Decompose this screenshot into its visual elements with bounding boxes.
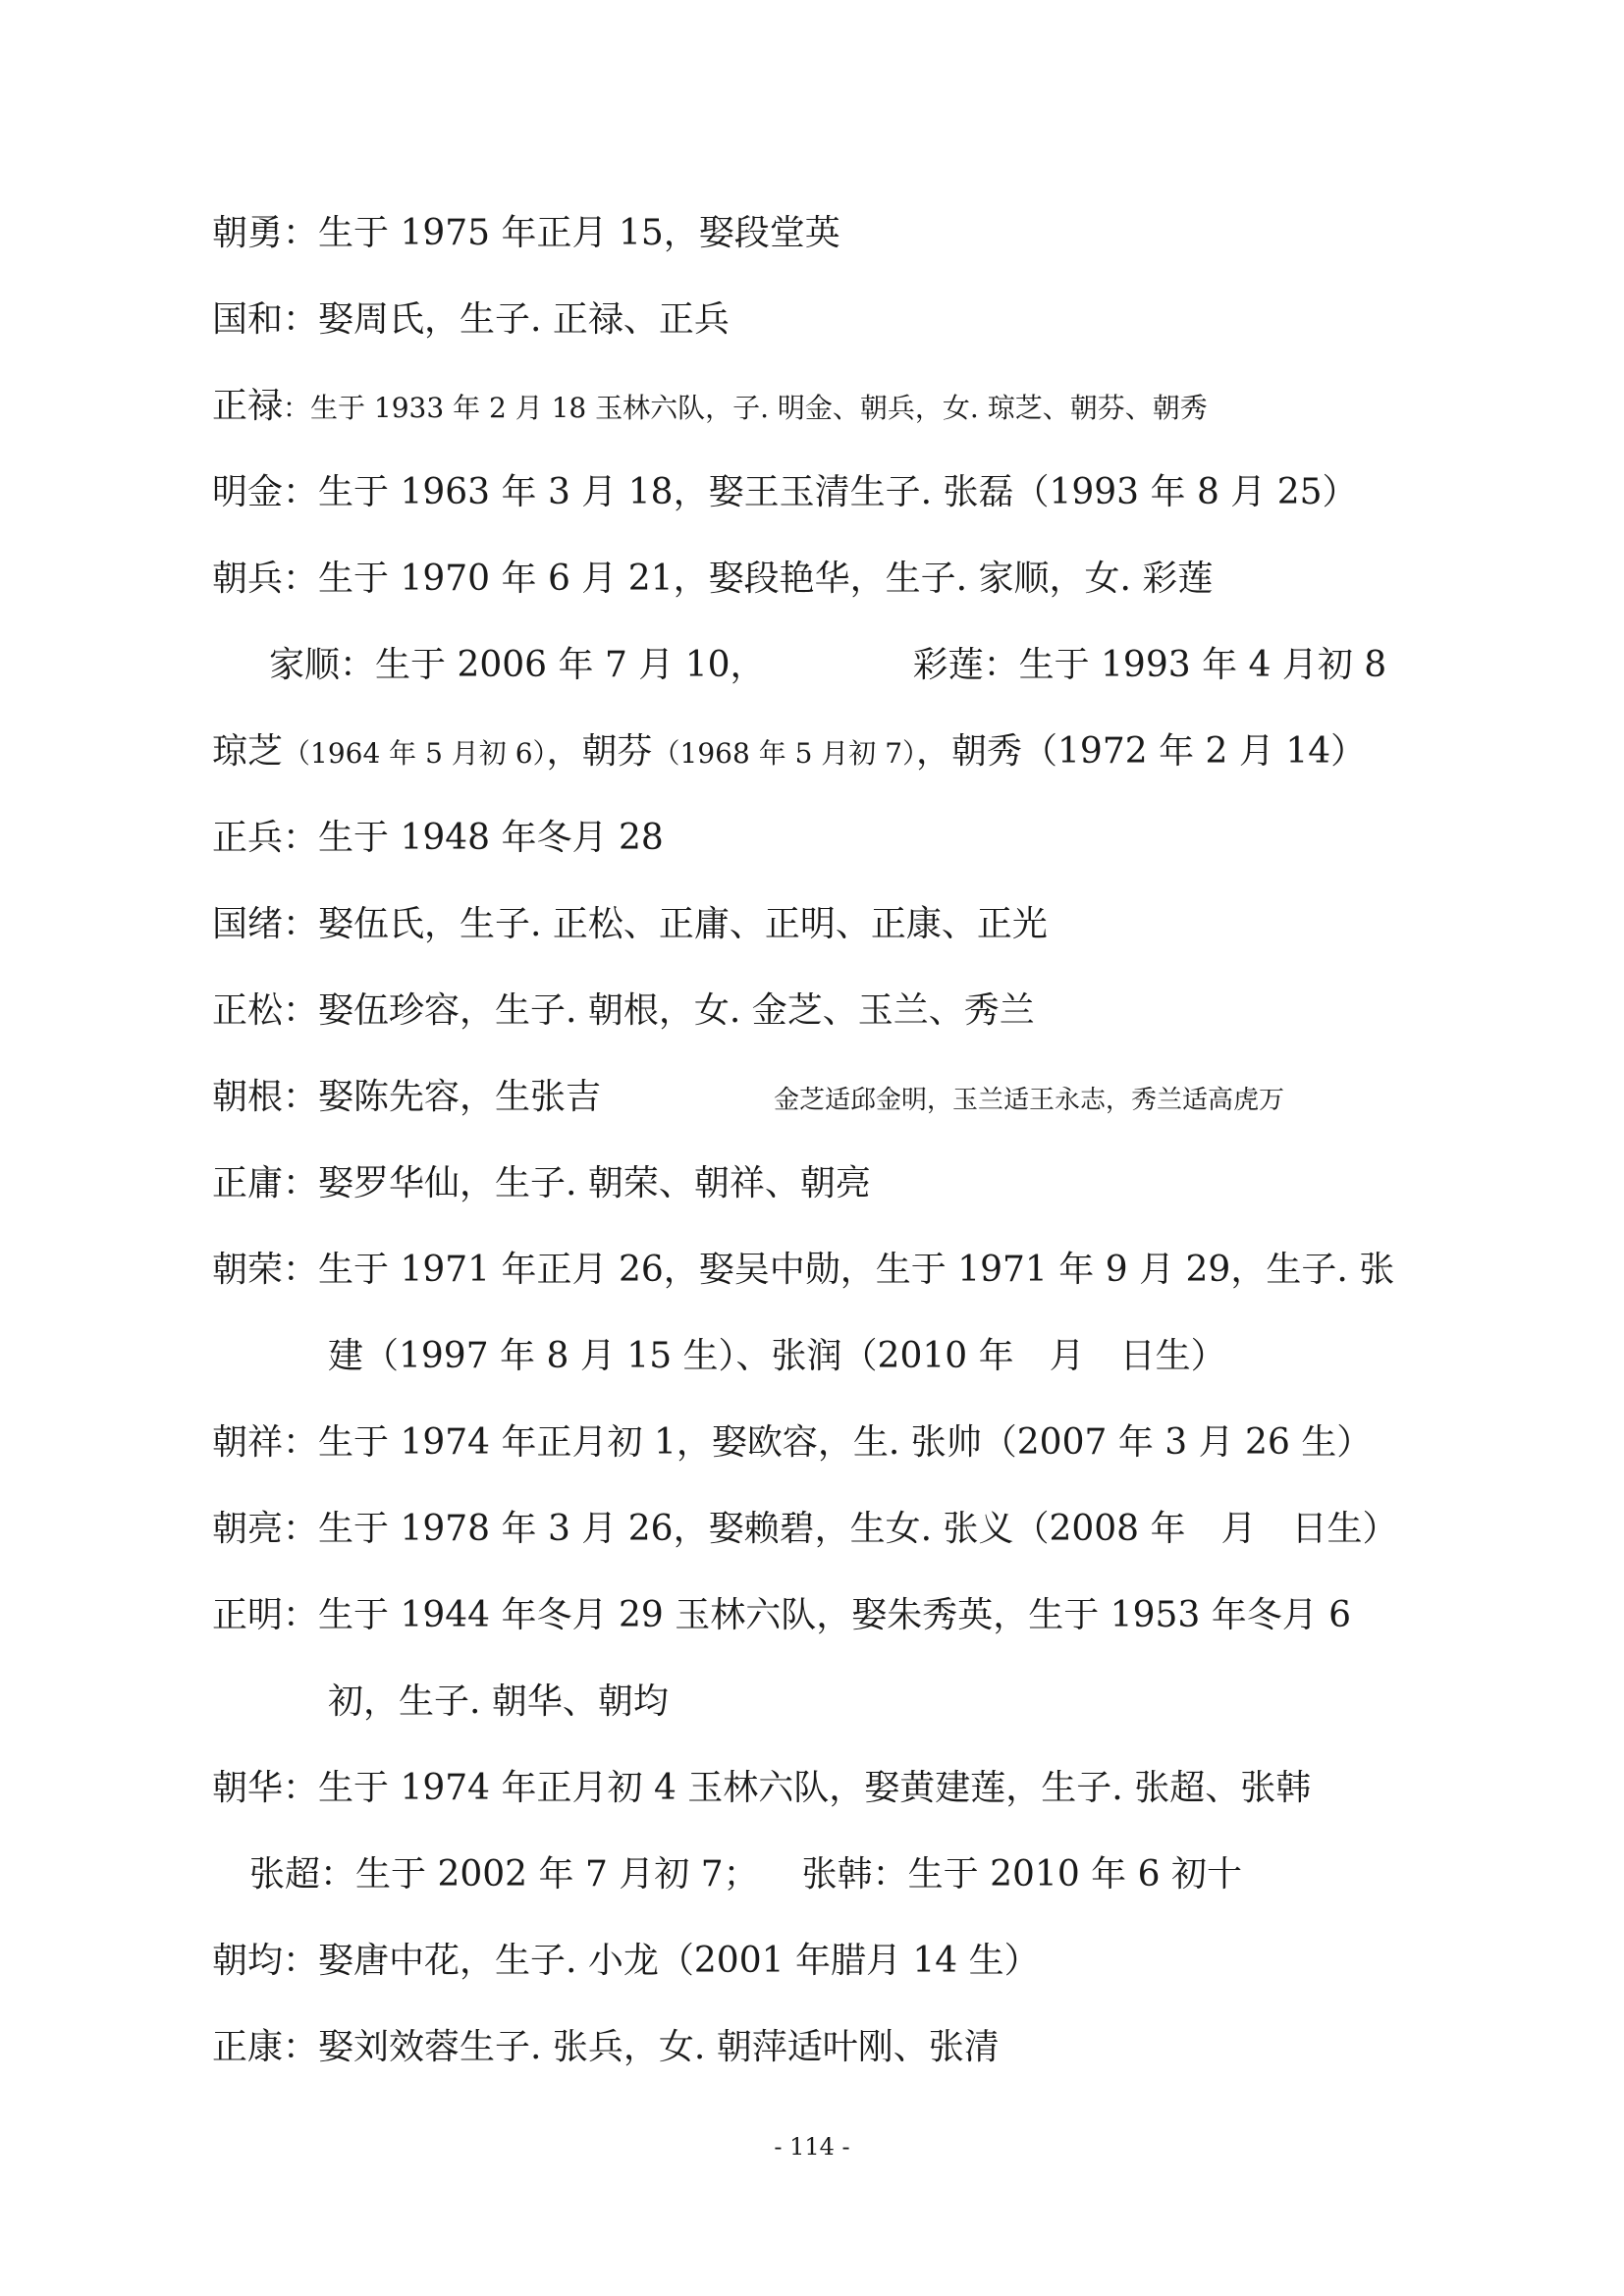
entry-text: （1968 年 5 月初 7） [652,737,917,770]
entry-name: 朝华 [212,1768,284,1808]
entry-name: 正松 [212,990,284,1031]
entry-text: ：娶罗华仙，生子. 朝荣、朝祥、朝亮 [283,1163,871,1203]
entry-name: 朝祥 [212,1422,284,1463]
entry-name: 朝兵 [212,559,284,599]
entry-name: 明金 [212,472,284,512]
page-number: - 114 - [774,2133,850,2161]
entry-zhengming [212,1592,1351,1639]
entry-name: 正明 [212,1595,284,1635]
entry-text: ：生于 1971 年正月 26，娶吴中勋，生于 1971 年 9 月 29，生子. 张 [283,1250,1395,1290]
entry-text: ：娶伍氏，生子. 正松、正庸、正明、正康、正光 [283,904,1048,944]
entry-text: ：娶刘效蓉生子. 张兵，女. 朝萍适叶刚、张清 [283,2027,1000,2067]
entry-text: 初，生子. 朝华、朝均 [328,1682,669,1722]
entry-chaorong [212,1247,1394,1294]
entry-zhengsong [212,988,1035,1035]
entry-name: 朝荣 [212,1250,284,1290]
entry-jiashun-cailian [269,642,1386,689]
entry-chaohua [212,1765,1311,1812]
entry-text: ：生于 1974 年正月初 1，娶欧容，生. 张帅（2007 年 3 月 26 生） [283,1422,1373,1463]
entry-text: 彩莲：生于 1993 年 4 月初 8 [912,645,1387,685]
entry-guoxu [212,901,1048,948]
entry-zhengyong [212,1160,871,1207]
entry-chaogen [212,1074,1284,1124]
entry-name: 正兵 [212,818,284,858]
entry-text: ：生于 1933 年 2 月 18 玉林六队，子. 明金、朝兵，女. 琼芝、朝芬、朝秀 [283,392,1208,424]
entry-text: ：生于 1978 年 3 月 26，娶赖碧，生女. 张义（2008 年 月 日生） [283,1509,1398,1549]
entry-text: 朝根：娶陈先容，生张吉 [212,1077,602,1117]
entry-text: ：生于 1970 年 6 月 21，娶段艳华，生子. 家顺，女. 彩莲 [283,559,1214,599]
entry-text: 张韩：生于 2010 年 6 初十 [801,1854,1242,1895]
entry-name: 朝勇 [212,213,284,253]
entry-name: 朝亮 [212,1509,284,1549]
entry-text: ：生于 1963 年 3 月 18，娶王玉清生子. 张磊（1993 年 8 月 25） [283,472,1358,512]
entry-zhangchao-zhanghan [249,1851,1242,1898]
entry-text: ：生于 1948 年冬月 28 [283,818,664,858]
entry-text: ：娶唐中花，生子. 小龙（2001 年腊月 14 生） [283,1941,1040,1981]
entry-zhengkang [212,2024,1000,2071]
entry-name: 琼芝 [212,731,284,772]
entry-chaoliang [212,1506,1398,1553]
entry-text: ，朝秀（1972 年 2 月 14） [916,731,1367,772]
entry-mingjin [212,469,1358,516]
entry-qiongzhi [212,728,1366,777]
entry-name: 正庸 [212,1163,284,1203]
entry-name: 正康 [212,2027,284,2067]
entry-text: ：生于 1975 年正月 15，娶段堂英 [283,213,840,253]
entry-text: ：生于 1974 年正月初 4 玉林六队，娶黄建莲，生子. 张超、张韩 [283,1768,1312,1808]
entry-chaobing [212,556,1213,603]
entry-name: ，朝芬 [546,731,653,772]
entry-zhenglu [212,383,1208,432]
entry-chaoyong [212,210,840,257]
entry-chaorong-cont [328,1333,1226,1380]
entry-text: ：生于 1944 年冬月 29 玉林六队，娶朱秀英，生于 1953 年冬月 6 [283,1595,1352,1635]
entry-note: 金芝适邱金明，玉兰适王永志，秀兰适高虎万 [774,1086,1285,1115]
entry-text: ：娶周氏，生子. 正禄、正兵 [283,299,730,340]
entry-name: 国和 [212,299,284,340]
entry-name: 国绪 [212,904,284,944]
entry-chaoxiang [212,1419,1372,1467]
entry-text: 建（1997 年 8 月 15 生）、张润（2010 年 月 日生） [328,1336,1226,1376]
entry-guohe [212,296,730,344]
entry-chaojun [212,1938,1040,1985]
entry-text: 张超：生于 2002 年 7 月初 7； [249,1854,759,1895]
entry-name: 正禄 [212,386,284,426]
entry-text: （1964 年 5 月初 6） [283,737,547,770]
entry-zhengbing [212,815,664,862]
entry-text: ：娶伍珍容，生子. 朝根，女. 金芝、玉兰、秀兰 [283,990,1035,1031]
entry-name: 朝均 [212,1941,284,1981]
entry-text: 家顺：生于 2006 年 7 月 10， [269,645,766,685]
entry-zhengming-cont [328,1679,669,1726]
